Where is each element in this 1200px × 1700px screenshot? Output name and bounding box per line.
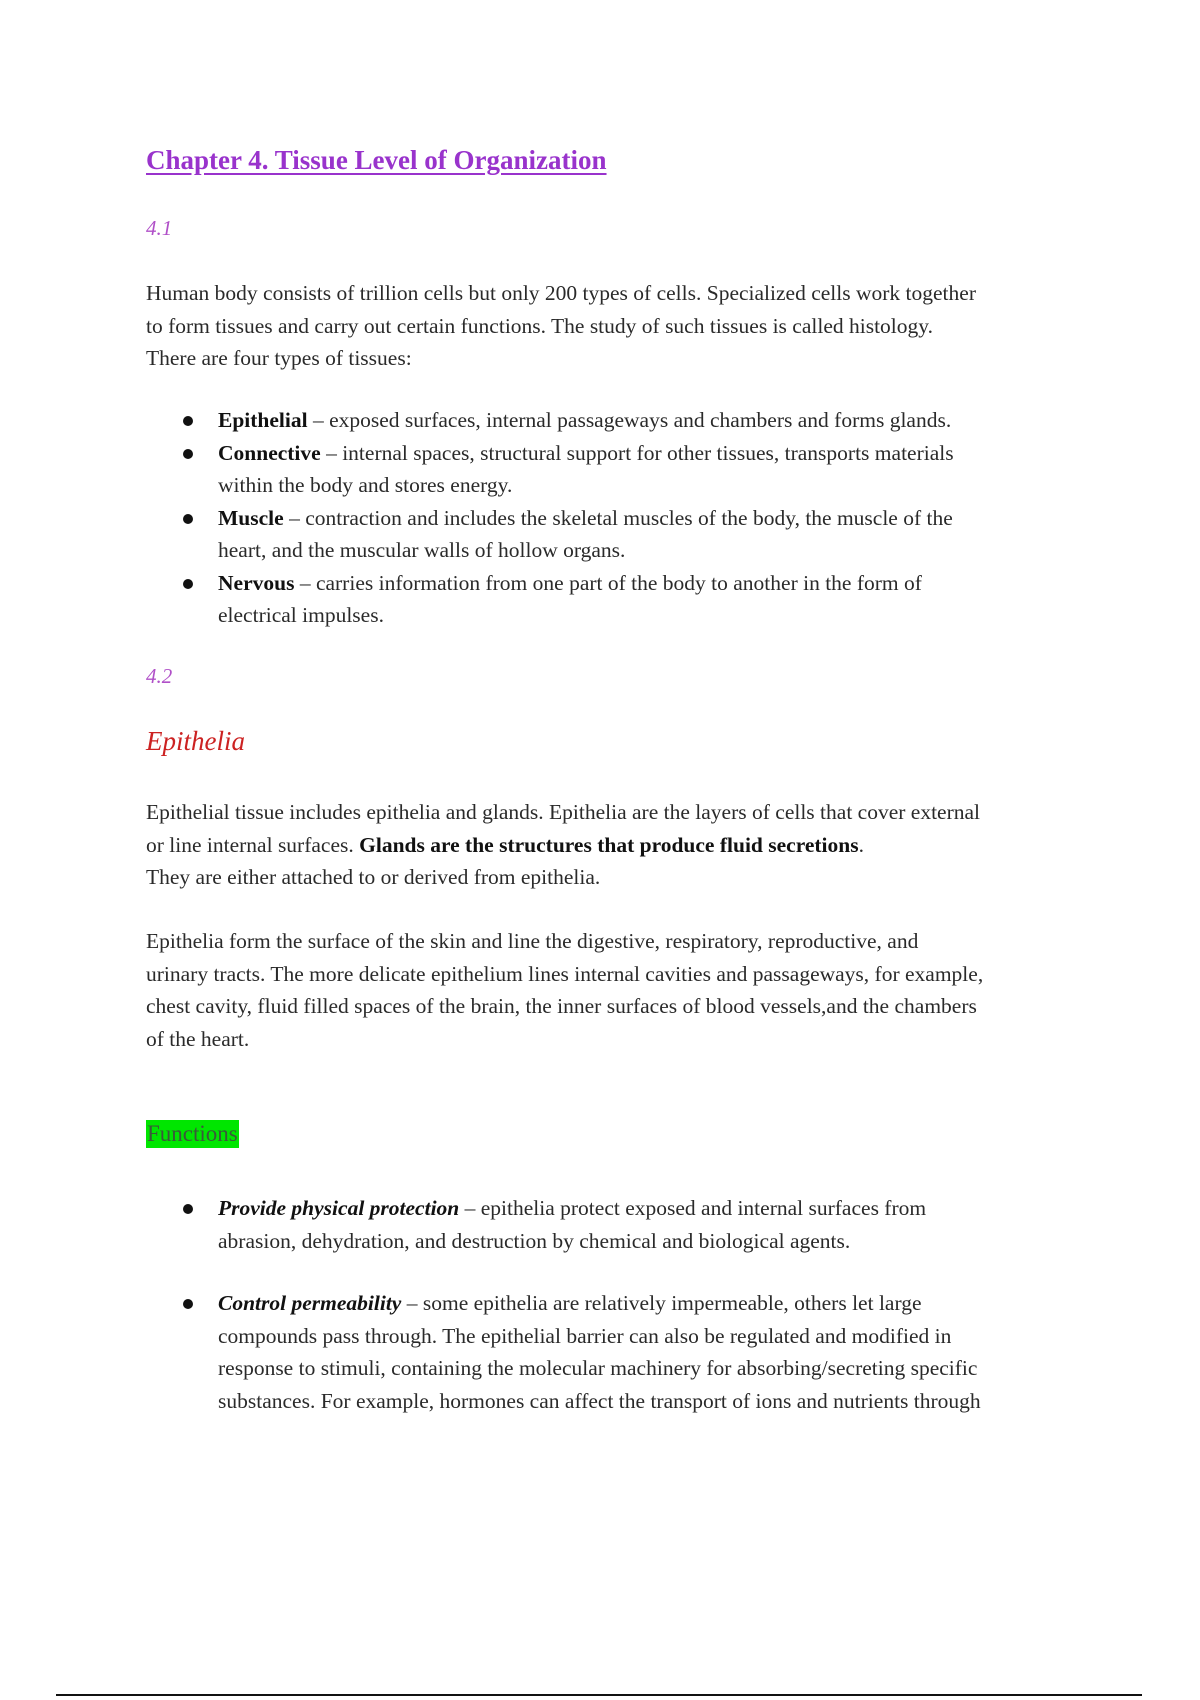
list-item-line: compounds pass through. The epithelial barrier can also be regulated and modified in bbox=[218, 1323, 952, 1348]
term-description: – some epithelia are relatively impermeable, others let large bbox=[406, 1291, 922, 1315]
bullet-icon bbox=[183, 416, 193, 426]
term-description: – carries information from one part of the body to another in the form of bbox=[299, 570, 922, 595]
list-item-muscle bbox=[146, 502, 1096, 567]
bullet-icon bbox=[183, 449, 193, 459]
paragraph-line bbox=[146, 829, 1096, 862]
section-number-4-2: 4.2 bbox=[146, 664, 173, 688]
term-description: – epithelia protect exposed and internal surfaces from bbox=[464, 1196, 927, 1220]
term-nervous: Nervous bbox=[218, 570, 295, 595]
list-item-connective bbox=[146, 437, 1096, 502]
paragraph-text: or line internal surfaces. bbox=[146, 832, 360, 857]
page-bottom-rule bbox=[56, 1694, 1142, 1696]
term-physical-protection: Provide physical protection bbox=[218, 1196, 460, 1220]
intro-line: There are four types of tissues: bbox=[146, 346, 412, 370]
list-item-line bbox=[218, 1287, 1096, 1320]
glands-definition: Glands are the structures that produce fluid secretions bbox=[359, 832, 859, 857]
list-item-line bbox=[218, 502, 1096, 535]
term-epithelial: Epithelial bbox=[218, 408, 308, 432]
list-item-physical-protection bbox=[146, 1192, 1096, 1257]
list-item-line: heart, and the muscular walls of hollow organs. bbox=[218, 538, 626, 562]
term-control-permeability: Control permeability bbox=[218, 1291, 402, 1315]
term-description: – exposed surfaces, internal passageways and chambers and forms glands. bbox=[312, 408, 952, 432]
list-item-line bbox=[218, 404, 1096, 437]
intro-line: to form tissues and carry out certain functions. The study of such tissues is called histology. bbox=[146, 313, 933, 338]
list-item-line: within the body and stores energy. bbox=[218, 473, 513, 497]
term-muscle: Muscle bbox=[218, 505, 284, 530]
term-description: – internal spaces, structural support for other tissues, transports materials bbox=[326, 440, 954, 465]
paragraph-line: They are either attached to or derived from epithelia. bbox=[146, 865, 601, 889]
bullet-icon bbox=[183, 514, 193, 524]
paragraph-text: . bbox=[858, 832, 864, 857]
paragraph-line: chest cavity, fluid filled spaces of the brain, the inner surfaces of blood vessels,and the chambers bbox=[146, 994, 977, 1018]
list-item-epithelial bbox=[146, 404, 1096, 437]
chapter-title: Chapter 4. Tissue Level of Organization bbox=[146, 145, 607, 175]
paragraph-line: Epithelial tissue includes epithelia and glands. Epithelia are the layers of cells that cover external bbox=[146, 800, 981, 824]
list-item-line: response to stimuli, containing the molecular machinery for absorbing/secreting specific bbox=[218, 1356, 978, 1380]
paragraph-line: urinary tracts. The more delicate epithelium lines internal cavities and passageways, for example, bbox=[146, 961, 984, 986]
list-item-line bbox=[218, 567, 1096, 600]
list-item-line bbox=[218, 1192, 1096, 1225]
functions-list-continued bbox=[146, 1287, 1096, 1417]
list-item-line: electrical impulses. bbox=[218, 603, 384, 627]
paragraph-line: of the heart. bbox=[146, 1026, 250, 1051]
epithelia-paragraph-1 bbox=[146, 796, 1096, 894]
term-connective: Connective bbox=[218, 440, 321, 465]
list-item-line: substances. For example, hormones can affect the transport of ions and nutrients through bbox=[218, 1388, 981, 1413]
list-item-control-permeability bbox=[146, 1287, 1096, 1417]
list-item-line bbox=[218, 437, 1096, 470]
section-number-4-1: 4.1 bbox=[146, 216, 173, 240]
epithelia-heading: Epithelia bbox=[146, 726, 245, 756]
term-description: – contraction and includes the skeletal muscles of the body, the muscle of the bbox=[289, 505, 953, 530]
list-item-line: abrasion, dehydration, and destruction by chemical and biological agents. bbox=[218, 1228, 851, 1253]
paragraph-line: Epithelia form the surface of the skin and line the digestive, respiratory, reproductive, and bbox=[146, 929, 919, 953]
epithelia-paragraph-2 bbox=[146, 925, 1096, 1055]
bullet-icon bbox=[183, 1204, 193, 1214]
intro-line: Human body consists of trillion cells but only 200 types of cells. Specialized cells work together bbox=[146, 281, 976, 305]
bullet-icon bbox=[183, 1299, 193, 1309]
tissue-types-list bbox=[146, 404, 1096, 632]
functions-label: Functions bbox=[147, 1121, 238, 1146]
bullet-icon bbox=[183, 579, 193, 589]
list-item-nervous bbox=[146, 567, 1096, 632]
intro-paragraph bbox=[146, 277, 1096, 375]
functions-list bbox=[146, 1192, 1096, 1257]
